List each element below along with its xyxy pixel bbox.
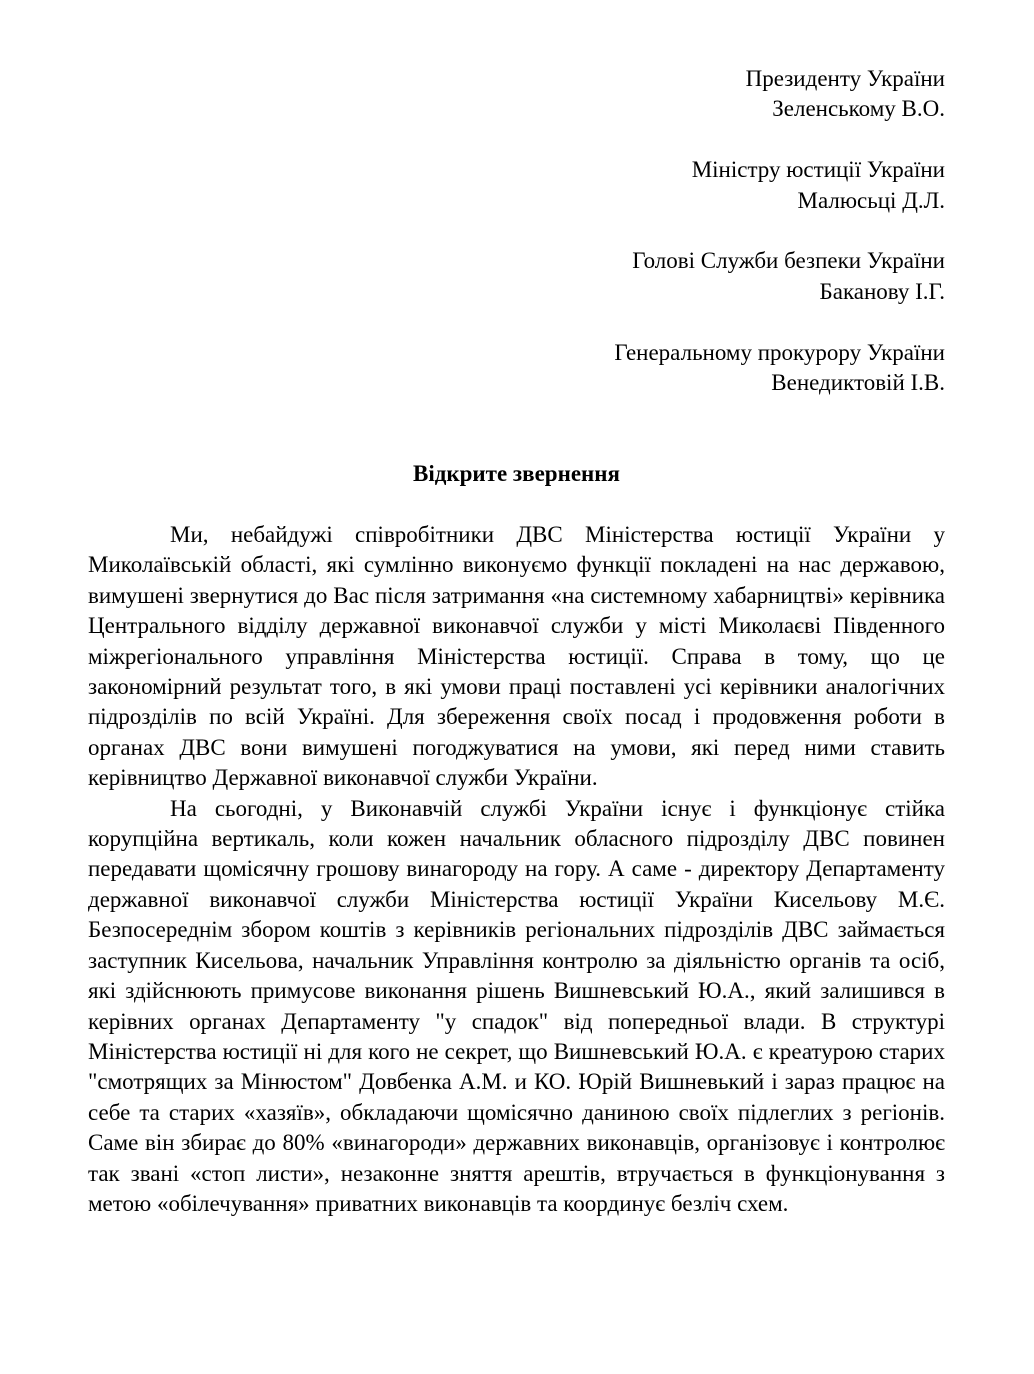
addressee-security-service-head xyxy=(88,246,945,307)
paragraph-intro: Ми, небайдужі співробітники ДВС Міністерства юстиції України у Миколаївській області, які сумлінно виконуємо функції покладені на нас державою, вимушені звернутися до Вас після затримання «на системному хабарництві» керівника Центрального відділу державної виконавчої служби у місті Миколаєві Південного міжрегіонального управління Міністерства юстиції. Справа в тому, що це закономірний результат того, в які умови праці поставлені усі керівники аналогічних підрозділів по всій Україні. Для збереження своїх посад і продовження роботи в органах ДВС вони вимушені погоджуватися на умови, які перед ними ставить керівництво Державної виконавчої служби України. xyxy=(88,522,945,791)
addressee-name: Малюсьці Д.Л. xyxy=(797,187,945,213)
addressee-role: Голові Служби безпеки України xyxy=(632,248,945,274)
addressee-president xyxy=(88,64,945,125)
document-title: Відкрите звернення xyxy=(413,461,620,487)
addressee-name: Венедиктовій І.В. xyxy=(771,370,945,396)
addressee-role: Генеральному прокурору України xyxy=(614,339,945,365)
addressee-minister-justice xyxy=(88,155,945,216)
addressee-prosecutor-general xyxy=(88,338,945,399)
addressee-block xyxy=(88,64,945,398)
addressee-role: Міністру юстиції України xyxy=(691,157,945,183)
addressee-role: Президенту України xyxy=(745,66,945,91)
addressee-name: Баканову І.Г. xyxy=(819,278,945,304)
paragraph-corruption-scheme: На сьогодні, у Виконавчій службі України існує і функціонує стійка корупційна вертикаль, коли кожен начальник обласного підрозділу ДВС повинен передавати щомісячну грошову винагороду на гору. А саме - директору Департаменту державної виконавчої служби Міністерства юстиції України Кисельову М.Є. Безпосереднім збором коштів з керівників регіональних підрозділів ДВС займається заступник Кисельова, начальник Управління контролю за діяльністю органів та осіб, які здійснюють примусове виконання рішень Вишневський Ю.А., який залишився в керівних органах Департаменту "у спадок" від попередньої влади. В структурі Міністерства юстиції ні для кого не секрет, що Вишневський Ю.А. є креатурою старих "смотрящих за Мінюстом" Довбенка А.М. и КО. Юрій Вишневький і зараз працює на себе та старих «хазяїв», обкладаючи щомісячно даниною своїх підлеглих з регіонів. Саме він збирає до 80% «винагороди» державних виконавців, організовує і контролює так звані «стоп листи», незаконне зняття арештів, втручається в функціонування з метою «обілечування» приватних виконавців та координує безліч схем. xyxy=(88,795,945,1216)
addressee-name: Зеленському В.О. xyxy=(772,96,945,122)
